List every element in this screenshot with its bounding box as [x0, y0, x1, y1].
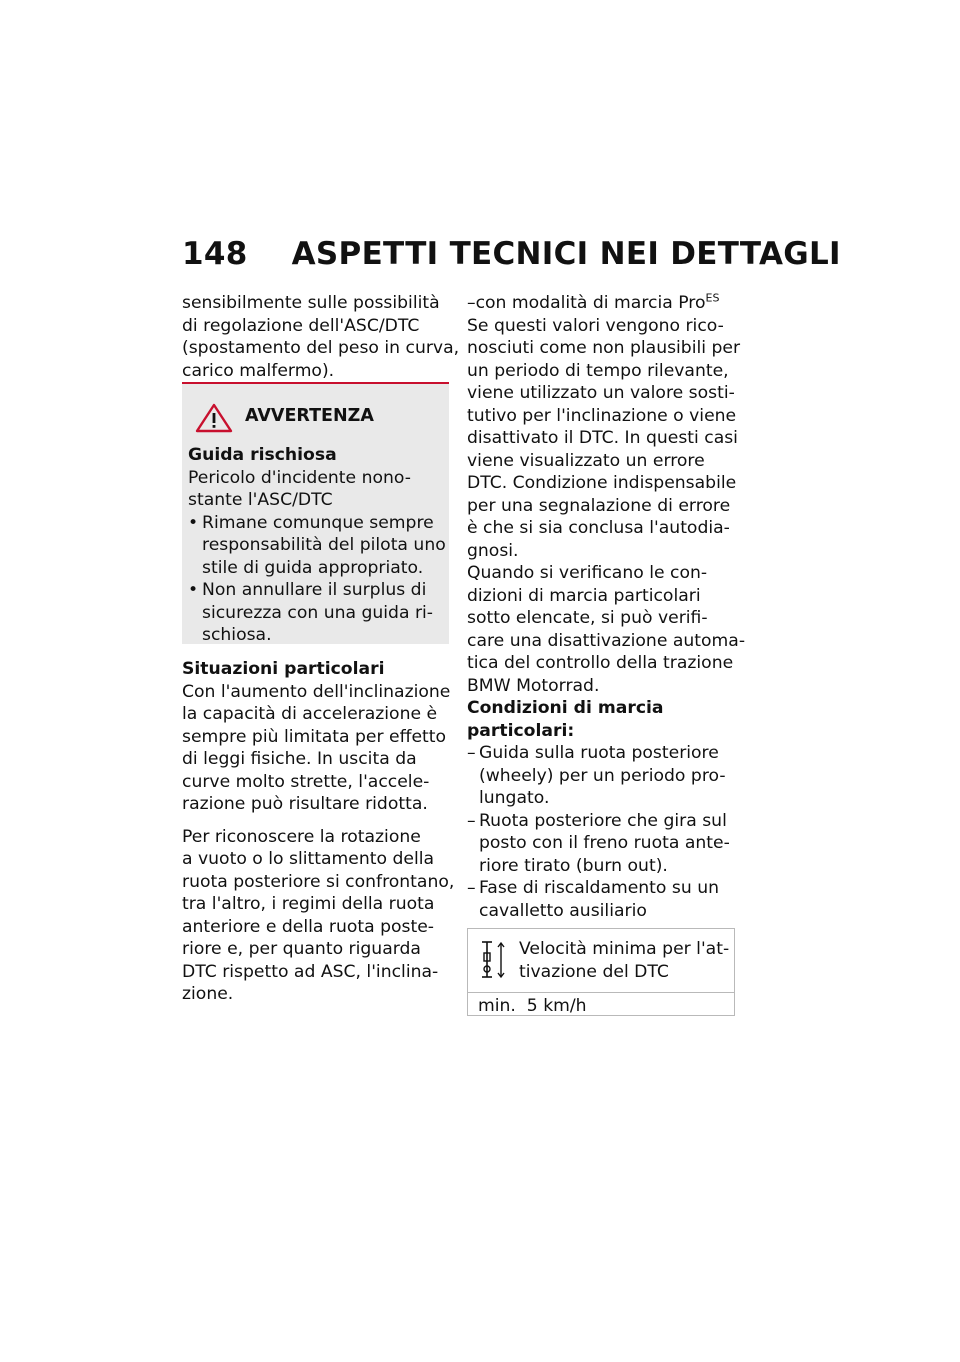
text-line: stante l'ASC/DTC [188, 490, 333, 510]
chapter-title: ASPETTI TECNICI NEI DETTAGLI [291, 236, 841, 272]
text-line: un periodo di tempo rilevante, [467, 360, 729, 381]
list-item [467, 742, 742, 810]
spec-divider [468, 992, 734, 993]
text-line: Se questi valori vengono rico- [467, 315, 724, 336]
warning-heading: Guida rischiosa [188, 445, 337, 465]
text-line: DTC rispetto ad ASC, l'inclina- [182, 961, 439, 982]
text-line: viene utilizzato un valore sosti- [467, 383, 735, 403]
dash-marker: – [467, 878, 476, 898]
text-line: tra l'altro, i regimi della ruota [182, 894, 435, 914]
text-line: sempre più limitata per effetto [182, 726, 447, 747]
text-line: BMW Motorrad. [467, 675, 600, 696]
mode-line [467, 292, 742, 315]
text-line: posto con il freno ruota ante- [479, 833, 730, 853]
text-line: Con l'aumento dell'inclinazione [182, 681, 451, 702]
warning-box [182, 384, 449, 644]
mode-superscript: ES [705, 291, 720, 305]
text-line: riore e, per quanto riguarda [182, 939, 421, 959]
conditions-heading: Condizioni di marcia [467, 698, 664, 718]
text-line: tivazione del DTC [519, 961, 669, 982]
section-heading: Situazioni particolari [182, 659, 385, 679]
text-line: responsabilità del pilota uno [202, 535, 446, 555]
text-line: riore tirato (burn out). [479, 855, 668, 876]
text-line: zione. [182, 984, 234, 1004]
dash-marker: – [467, 743, 476, 763]
text-line: Fase di riscaldamento su un [479, 878, 720, 898]
text-line: Non annullare il surplus di [202, 580, 427, 600]
text-line: Ruota posteriore che gira sul [479, 810, 727, 831]
spec-label [519, 938, 734, 983]
conditions-heading: particolari: [467, 720, 575, 741]
text-line: DTC. Condizione indispensabile [467, 473, 737, 493]
bullet-marker: • [188, 512, 199, 533]
text-line: gnosi. [467, 540, 519, 561]
text-line: sicurezza con una guida ri- [202, 602, 434, 623]
text-line: a vuoto o lo slittamento della [182, 849, 435, 869]
spec-value: min. 5 km/h [478, 996, 587, 1016]
warning-triangle-icon [194, 402, 234, 438]
text-line: disattivato il DTC. In questi casi [467, 428, 738, 448]
text-line: (wheely) per un periodo pro- [479, 765, 726, 786]
text-line: carico malfermo). [182, 360, 335, 381]
spec-table [467, 928, 735, 1016]
text-line: sensibilmente sulle possibilità [182, 293, 440, 313]
text-line: tutivo per l'inclinazione o viene [467, 405, 737, 426]
warning-title: AVVERTENZA [245, 406, 374, 426]
text-line: di regolazione dell'ASC/DTC [182, 315, 420, 336]
dash-marker: – [467, 810, 476, 831]
text-line: sotto elencate, si può verifi- [467, 608, 708, 628]
bullet-item [188, 512, 446, 580]
bullet-marker: • [188, 580, 199, 600]
page-number: 148 [182, 236, 248, 272]
text-line: curve molto strette, l'accele- [182, 771, 430, 792]
text-line: cavalletto ausiliario [479, 900, 647, 921]
text-line: anteriore e della ruota poste- [182, 916, 434, 937]
text-line: è che si sia conclusa l'autodia- [467, 518, 730, 538]
right-column [467, 291, 746, 922]
text-line: razione può risultare ridotta. [182, 794, 428, 814]
text-line: nosciuti come non plausibili per [467, 338, 741, 358]
text-line: ruota posteriore si confrontano, [182, 871, 455, 892]
text-line: Quando si verificano le con- [467, 563, 708, 583]
text-line: schiosa. [202, 625, 272, 645]
mode-text: –con modalità di marcia Pro [467, 293, 706, 313]
page-header [182, 236, 841, 272]
measurement-icon [481, 939, 511, 985]
text-line: care una disattivazione automa- [467, 630, 746, 651]
text-line: Guida sulla ruota posteriore [479, 743, 719, 763]
text-line: viene visualizzato un errore [467, 450, 705, 471]
left-intro [182, 292, 460, 382]
situations-section [182, 658, 455, 1006]
list-item [467, 877, 742, 922]
warning-body [188, 444, 446, 647]
text-line: la capacità di accelerazione è [182, 704, 438, 724]
text-line: (spostamento del peso in curva, [182, 338, 460, 358]
spec-header [468, 929, 734, 992]
text-line: Pericolo d'incidente nono- [188, 467, 411, 488]
text-line: Velocità minima per l'at- [519, 939, 730, 959]
text-line: tica del controllo della trazione [467, 653, 734, 673]
text-line: lungato. [479, 788, 550, 808]
text-line: per una segnalazione di errore [467, 495, 731, 516]
text-line: Per riconoscere la rotazione [182, 826, 421, 847]
text-line: stile di guida appropriato. [202, 557, 424, 578]
bullet-item [188, 579, 446, 647]
text-line: Rimane comunque sempre [202, 512, 434, 533]
text-line: dizioni di marcia particolari [467, 585, 701, 606]
text-line: di leggi fisiche. In uscita da [182, 749, 417, 769]
list-item [467, 810, 742, 878]
